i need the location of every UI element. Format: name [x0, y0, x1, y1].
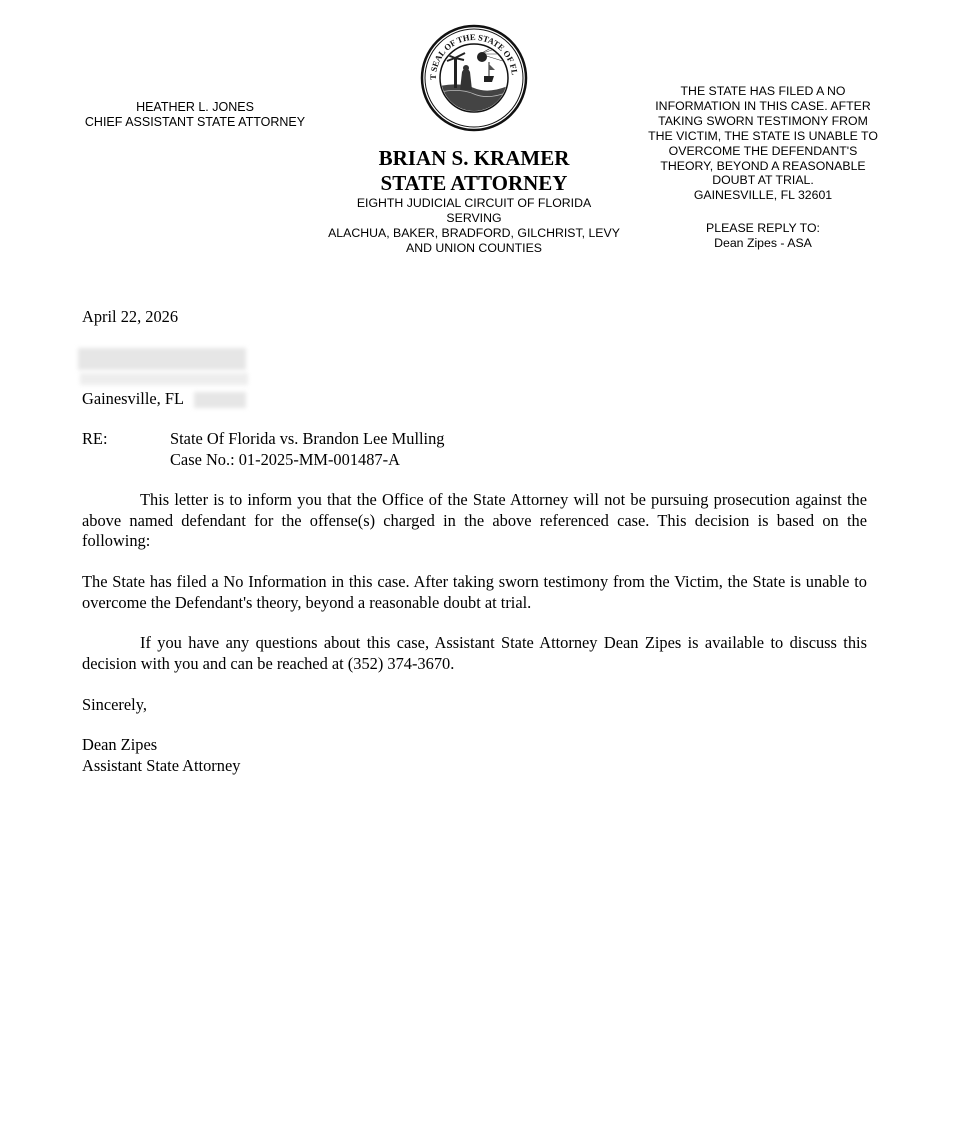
circuit-line: EIGHTH JUDICIAL CIRCUIT OF FLORIDA	[356, 196, 592, 210]
address-line: THEORY, BEYOND A REASONABLE	[660, 158, 866, 173]
signer-name: Dean Zipes	[82, 735, 158, 754]
serving-line: SERVING	[446, 211, 502, 225]
redacted-recipient-name	[78, 348, 246, 370]
state-attorney-title: STATE ATTORNEY	[380, 171, 568, 195]
address-line: TAKING SWORN TESTIMONY FROM	[658, 113, 868, 128]
reply-to-block	[632, 221, 894, 251]
address-line: THE VICTIM, THE STATE IS UNABLE TO	[648, 128, 878, 143]
paragraph-reason: The State has filed a No Information in this case. After taking sworn testimony from the Victim, the State is unable to overcome the Defendant's theory, beyond a reasonable doubt at trial.	[82, 572, 867, 612]
redacted-recipient-street	[80, 373, 248, 385]
recipient-city	[82, 389, 184, 410]
recipient-city-text: Gainesville, FL	[82, 389, 184, 408]
signer-title: Assistant State Attorney	[82, 756, 241, 775]
address-line: GAINESVILLE, FL 32601	[693, 188, 833, 203]
letter-date: April 22, 2026	[82, 307, 179, 326]
state-attorney-block	[300, 146, 648, 256]
florida-state-seal-icon	[420, 24, 528, 132]
paragraph-decision: This letter is to inform you that the Office of the State Attorney will not be pursuing prosecution against the above named defendant for the offense(s) charged in the above referenced case. This decision is based on the following:	[82, 490, 867, 551]
counties-line-1: ALACHUA, BAKER, BRADFORD, GILCHRIST, LEVY	[328, 226, 620, 240]
redacted-zip	[194, 392, 246, 408]
re-label: RE:	[82, 429, 108, 448]
address-line: THE STATE HAS FILED A NO	[680, 84, 846, 98]
svg-text:GREAT SEAL OF THE STATE OF FLO: T SEAL OF THE STATE OF FL	[427, 31, 520, 80]
paragraph-contact: If you have any questions about this case, Assistant State Attorney Dean Zipes is available to discuss this decision with you and can be reached at (352) 374-3670.	[82, 633, 867, 673]
chief-assistant-name: HEATHER L. JONES	[136, 100, 254, 114]
address-line: DOUBT AT TRIAL.	[712, 173, 814, 188]
office-address-block	[632, 84, 894, 251]
chief-assistant-block	[70, 100, 320, 130]
state-attorney-name: BRIAN S. KRAMER	[378, 146, 570, 170]
closing: Sincerely,	[82, 695, 147, 714]
chief-assistant-title: CHIEF ASSISTANT STATE ATTORNEY	[84, 115, 306, 129]
reply-to-label: PLEASE REPLY TO:	[706, 221, 820, 236]
re-block	[170, 429, 445, 470]
counties-line-2: AND UNION COUNTIES	[406, 241, 542, 255]
reply-to-name: Dean Zipes - ASA	[714, 236, 812, 251]
case-number: Case No.: 01-2025-MM-001487-A	[170, 449, 400, 469]
address-line: INFORMATION IN THIS CASE. AFTER	[655, 98, 871, 113]
address-line: OVERCOME THE DEFENDANT'S	[668, 143, 858, 158]
case-title: State Of Florida vs. Brandon Lee Mulling	[170, 429, 445, 448]
